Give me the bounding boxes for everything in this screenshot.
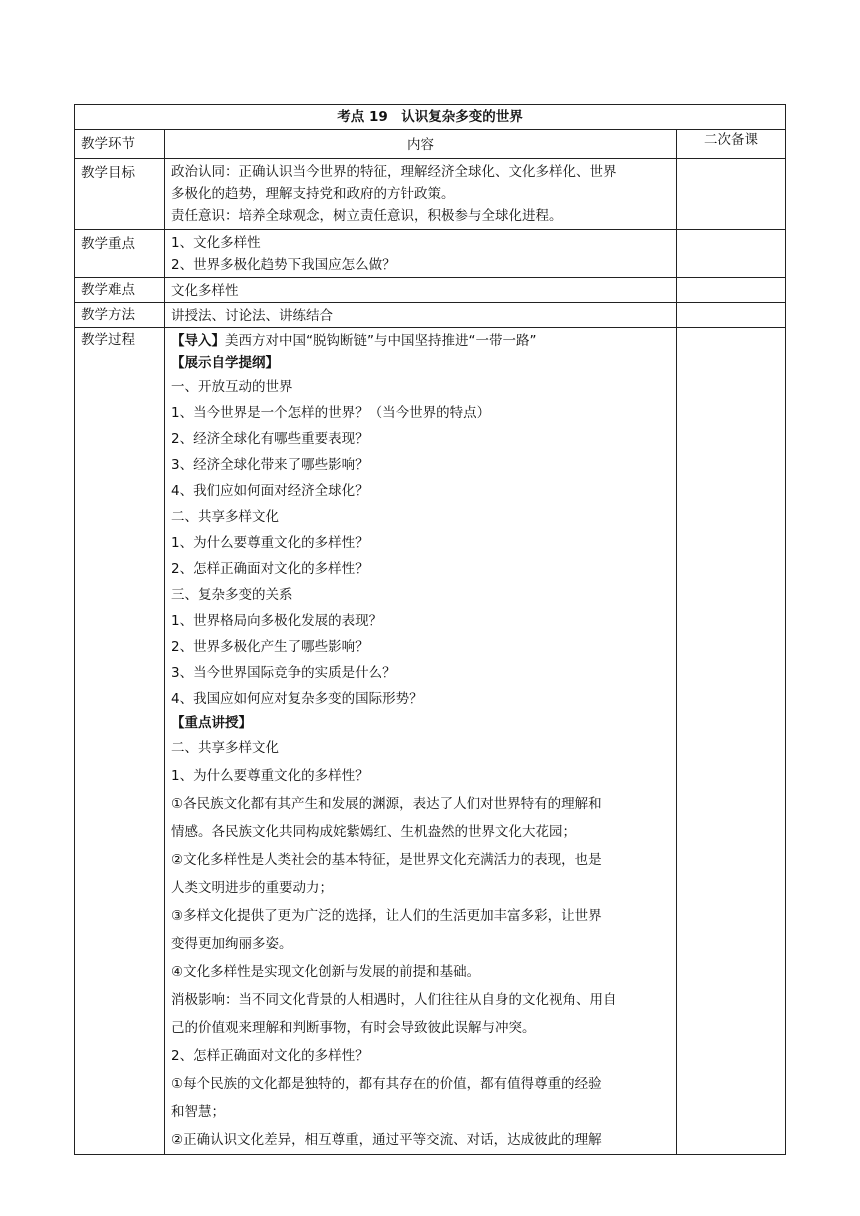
difficulty-notes <box>677 278 786 303</box>
intro-heading: 【导入】 <box>171 333 225 349</box>
key-points-notes <box>677 230 786 278</box>
label-process: 教学过程 <box>75 328 165 1155</box>
process-content <box>165 328 677 1155</box>
goals-line: 政治认同：正确认识当今世界的特征，理解经济全球化、文化多样化、世界 <box>171 164 617 180</box>
header-stage: 教学环节 <box>75 130 165 159</box>
row-difficulty <box>75 278 786 303</box>
lecture-line: ①各民族文化都有其产生和发展的渊源，表达了人们对世界特有的理解和 <box>171 796 602 812</box>
methods-notes <box>677 303 786 328</box>
outline-item: 2、世界多极化产生了哪些影响？ <box>171 639 369 655</box>
lecture-line: ④文化多样性是实现文化创新与发展的前提和基础。 <box>171 964 481 980</box>
methods-text: 讲授法、讨论法、讲练结合 <box>171 308 333 324</box>
difficulty-text: 文化多样性 <box>171 283 239 299</box>
outline-item: 3、经济全球化带来了哪些影响？ <box>171 457 369 473</box>
header-second-prep: 二次备课 <box>677 130 786 159</box>
lecture-line: 消极影响：当不同文化背景的人相遇时，人们往往从自身的文化视角、用自 <box>171 992 617 1008</box>
row-methods <box>75 303 786 328</box>
row-process <box>75 328 786 1155</box>
lesson-plan-page <box>74 104 785 1155</box>
goals-line: 责任意识：培养全球观念，树立责任意识，积极参与全球化进程。 <box>171 208 563 224</box>
lecture-line: ①每个民族的文化都是独特的，都有其存在的价值，都有值得尊重的经验 <box>171 1076 602 1092</box>
outline-item: 2、经济全球化有哪些重要表现？ <box>171 431 369 447</box>
lecture-line: ②正确认识文化差异，相互尊重，通过平等交流、对话，达成彼此的理解 <box>171 1132 602 1148</box>
difficulty-content <box>165 278 677 303</box>
lecture-heading: 【重点讲授】 <box>171 715 252 731</box>
outline-item: 2、怎样正确面对文化的多样性？ <box>171 561 369 577</box>
lecture-line: 二、共享多样文化 <box>171 740 279 756</box>
label-goals: 教学目标 <box>75 159 165 230</box>
goals-notes <box>677 159 786 230</box>
key-point-item: 1、文化多样性 <box>171 235 261 251</box>
outline-item: 1、世界格局向多极化发展的表现？ <box>171 613 383 629</box>
title-row <box>75 105 786 130</box>
methods-content <box>165 303 677 328</box>
label-methods: 教学方法 <box>75 303 165 328</box>
lesson-plan-table <box>74 104 786 1155</box>
header-row <box>75 130 786 159</box>
lecture-line: 己的价值观来理解和判断事物，有时会导致彼此误解与冲突。 <box>171 1020 536 1036</box>
lecture-line: 2、怎样正确面对文化的多样性？ <box>171 1048 369 1064</box>
key-point-item: 2、世界多极化趋势下我国应怎么做？ <box>171 257 396 273</box>
goals-content <box>165 159 677 230</box>
process-notes <box>677 328 786 1155</box>
outline-item: 1、为什么要尊重文化的多样性？ <box>171 535 369 551</box>
lecture-line: ②文化多样性是人类社会的基本特征，是世界文化充满活力的表现，也是 <box>171 852 602 868</box>
lecture-line: 情感。各民族文化共同构成姹紫嫣红、生机盎然的世界文化大花园； <box>171 824 576 840</box>
lecture-line: 人类文明进步的重要动力； <box>171 880 333 896</box>
lecture-line: 和智慧； <box>171 1104 225 1120</box>
lecture-line: 变得更加绚丽多姿。 <box>171 936 293 952</box>
header-content: 内容 <box>165 130 677 159</box>
intro-text: 美西方对中国“脱钩断链”与中国坚持推进“一带一路” <box>225 333 537 349</box>
outline-list <box>171 374 670 712</box>
lecture-list <box>171 734 670 1154</box>
lecture-line: ③多样文化提供了更为广泛的选择，让人们的生活更加丰富多彩，让世界 <box>171 908 602 924</box>
outline-item: 二、共享多样文化 <box>171 509 279 525</box>
outline-item: 4、我们应如何面对经济全球化？ <box>171 483 369 499</box>
outline-item: 4、我国应如何应对复杂多变的国际形势？ <box>171 691 423 707</box>
lecture-line: 1、为什么要尊重文化的多样性？ <box>171 768 369 784</box>
table-title: 考点 19 认识复杂多变的世界 <box>75 105 786 130</box>
key-points-content <box>165 230 677 278</box>
outline-item: 1、当今世界是一个怎样的世界？（当今世界的特点） <box>171 405 491 421</box>
label-key-points: 教学重点 <box>75 230 165 278</box>
row-key-points <box>75 230 786 278</box>
outline-heading: 【展示自学提纲】 <box>171 355 279 371</box>
label-difficulty: 教学难点 <box>75 278 165 303</box>
intro-line <box>171 330 670 352</box>
row-goals <box>75 159 786 230</box>
outline-item: 三、复杂多变的关系 <box>171 587 293 603</box>
goals-line: 多极化的趋势，理解支持党和政府的方针政策。 <box>171 186 455 202</box>
outline-item: 3、当今世界国际竞争的实质是什么？ <box>171 665 396 681</box>
outline-item: 一、开放互动的世界 <box>171 379 293 395</box>
